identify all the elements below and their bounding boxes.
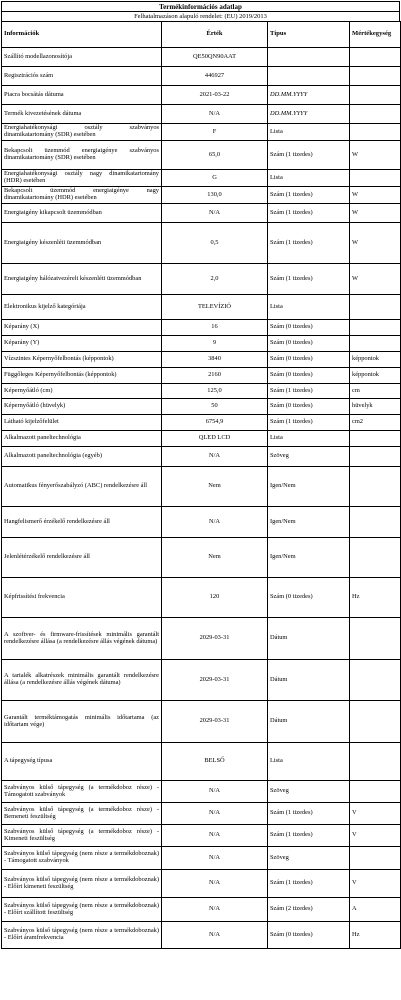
row-unit-cell: W xyxy=(350,204,401,223)
row-type-cell: Dátum xyxy=(268,660,350,701)
row-value-cell: 0,5 xyxy=(162,223,268,264)
row-info-cell: Bekapcsolt üzemmód energiaigénye szabványos dinamikatartomány (SDR) esetében xyxy=(2,141,162,170)
table-row xyxy=(2,701,401,743)
row-unit-cell: V xyxy=(350,870,401,898)
row-unit-cell xyxy=(350,295,401,320)
table-row xyxy=(2,295,401,320)
row-type-cell: Szám (0 tizedes) xyxy=(268,352,350,368)
row-unit-cell: cm2 xyxy=(350,415,401,431)
row-unit-cell xyxy=(350,701,401,743)
row-type-cell: Szám (1 tizedes) xyxy=(268,803,350,825)
table-row xyxy=(2,86,401,105)
table-row xyxy=(2,204,401,223)
table-row xyxy=(2,48,401,67)
table-row xyxy=(2,336,401,352)
row-value-cell: N/A xyxy=(162,507,268,538)
row-unit-cell xyxy=(350,86,401,105)
row-value-cell: BELSŐ xyxy=(162,743,268,781)
row-unit-cell: V xyxy=(350,803,401,825)
column-header-type: Típus xyxy=(268,22,350,48)
row-value-cell: 50 xyxy=(162,399,268,415)
table-row xyxy=(2,170,401,187)
row-value-cell: 2029-03-31 xyxy=(162,660,268,701)
row-value-cell: TELEVÍZIÓ xyxy=(162,295,268,320)
row-value-cell: N/A xyxy=(162,105,268,124)
row-value-cell: 130,0 xyxy=(162,187,268,204)
table-row xyxy=(2,507,401,538)
row-info-cell: A tartalék alkatrészek minimális garantált rendelkezésre állása (a rendelkezésre állás végének dátuma) xyxy=(2,660,162,701)
table-row xyxy=(2,447,401,467)
row-unit-cell xyxy=(350,67,401,86)
row-unit-cell: képpontok xyxy=(350,368,401,384)
table-row xyxy=(2,578,401,618)
table-row xyxy=(2,660,401,701)
row-type-cell: Lista xyxy=(268,124,350,141)
row-value-cell: 65,0 xyxy=(162,141,268,170)
row-info-cell: Hangfelismerő érzékelő rendelkezésre áll xyxy=(2,507,162,538)
table-row xyxy=(2,847,401,870)
column-header-unit: Mértékegység xyxy=(350,22,401,48)
row-unit-cell xyxy=(350,538,401,578)
sheet-subtitle: Felhatalmazáson alapuló rendelet: (EU) 2019/2013 xyxy=(1,11,400,21)
row-type-cell: Szám (1 tizedes) xyxy=(268,415,350,431)
row-value-cell: N/A xyxy=(162,447,268,467)
product-info-sheet xyxy=(1,1,400,949)
row-value-cell: N/A xyxy=(162,922,268,949)
row-info-cell: A szoftver- és firmware-frissítések minimális garantált rendelkezésre állása (a rendelkezésre állás végének dátuma) xyxy=(2,618,162,660)
row-value-cell: N/A xyxy=(162,781,268,803)
row-type-cell: Szám (1 tizedes) xyxy=(268,870,350,898)
row-value-cell: G xyxy=(162,170,268,187)
row-unit-cell xyxy=(350,336,401,352)
row-value-cell: 9 xyxy=(162,336,268,352)
table-row xyxy=(2,781,401,803)
row-info-cell: Jelenlétérzékelő rendelkezésre áll xyxy=(2,538,162,578)
row-value-cell: Nem xyxy=(162,538,268,578)
column-header-value: Érték xyxy=(162,22,268,48)
table-row xyxy=(2,141,401,170)
row-type-cell: Igen/Nem xyxy=(268,467,350,507)
column-header-info: Információk xyxy=(2,22,162,48)
row-info-cell: Szállító modellazonosítója xyxy=(2,48,162,67)
row-type-cell: DD.MM.YYYY xyxy=(268,86,350,105)
row-info-cell: Képernyőátló (cm) xyxy=(2,384,162,399)
row-type-cell: Szám (0 tizedes) xyxy=(268,368,350,384)
table-row xyxy=(2,399,401,415)
table-row xyxy=(2,223,401,264)
row-type-cell: Lista xyxy=(268,743,350,781)
table-header-row xyxy=(2,22,401,48)
row-unit-cell xyxy=(350,124,401,141)
row-type-cell: Lista xyxy=(268,295,350,320)
table-row xyxy=(2,538,401,578)
row-info-cell: Piacra bocsátás dátuma xyxy=(2,86,162,105)
table-row xyxy=(2,898,401,922)
row-type-cell: Szám (0 tizedes) xyxy=(268,922,350,949)
row-type-cell: Szám (0 tizedes) xyxy=(268,320,350,336)
row-type-cell: Lista xyxy=(268,431,350,447)
row-unit-cell: Hz xyxy=(350,922,401,949)
row-value-cell: N/A xyxy=(162,847,268,870)
table-row xyxy=(2,870,401,898)
row-info-cell: Szabványos külső tápegység (nem része a termékdoboznak) - Előírt szállított feszültség xyxy=(2,898,162,922)
row-unit-cell: hüvelyk xyxy=(350,399,401,415)
row-info-cell: A tápegység típusa xyxy=(2,743,162,781)
row-info-cell: Alkalmazott paneltechnológia (egyéb) xyxy=(2,447,162,467)
row-info-cell: Szabványos külső tápegység (a termékdoboz része) - Támogatott szabványok xyxy=(2,781,162,803)
row-type-cell: Szám (1 tizedes) xyxy=(268,384,350,399)
row-info-cell: Képfrissítési frekvencia xyxy=(2,578,162,618)
row-type-cell: Szám (1 tizedes) xyxy=(268,187,350,204)
row-value-cell: 2,0 xyxy=(162,264,268,295)
row-info-cell: Szabványos külső tápegység (nem része a termékdoboznak) - Előírt áramfrekvencia xyxy=(2,922,162,949)
row-value-cell: 125,0 xyxy=(162,384,268,399)
row-info-cell: Vízszintes Képernyőfelbontás (képpontok) xyxy=(2,352,162,368)
row-type-cell: Szám (0 tizedes) xyxy=(268,399,350,415)
row-value-cell: 2029-03-31 xyxy=(162,701,268,743)
row-type-cell: Szöveg xyxy=(268,847,350,870)
row-unit-cell: W xyxy=(350,141,401,170)
row-value-cell: 2029-03-31 xyxy=(162,618,268,660)
table-row xyxy=(2,467,401,507)
row-info-cell: Energiaigény hálózatvezérelt készenléti üzemmódban xyxy=(2,264,162,295)
row-unit-cell xyxy=(350,48,401,67)
row-type-cell: Szám (1 tizedes) xyxy=(268,825,350,847)
table-row xyxy=(2,618,401,660)
row-info-cell: Termék kivezetésének dátuma xyxy=(2,105,162,124)
row-info-cell: Szabványos külső tápegység (nem része a termékdoboznak) - Támogatott szabványok xyxy=(2,847,162,870)
row-info-cell: Automatikus fényerőszabályzó (ABC) rendelkezésre áll xyxy=(2,467,162,507)
row-type-cell: Szöveg xyxy=(268,781,350,803)
row-value-cell: N/A xyxy=(162,803,268,825)
row-value-cell: F xyxy=(162,124,268,141)
row-unit-cell xyxy=(350,105,401,124)
row-type-cell: Szám (0 tizedes) xyxy=(268,336,350,352)
table-row xyxy=(2,368,401,384)
row-unit-cell: W xyxy=(350,187,401,204)
row-unit-cell: cm xyxy=(350,384,401,399)
row-type-cell: Igen/Nem xyxy=(268,507,350,538)
row-info-cell: Energiahatékonysági osztály szabványos dinamikatartomány (SDR) esetében xyxy=(2,124,162,141)
row-type-cell: Dátum xyxy=(268,701,350,743)
table-row xyxy=(2,320,401,336)
row-unit-cell xyxy=(350,847,401,870)
row-value-cell: QLED LCD xyxy=(162,431,268,447)
row-info-cell: Elektronikus kijelző kategóriája xyxy=(2,295,162,320)
table-row xyxy=(2,105,401,124)
row-type-cell: Dátum xyxy=(268,618,350,660)
row-info-cell: Garantált terméktámogatás minimális időtartama (az időtartam vége) xyxy=(2,701,162,743)
row-value-cell: QE50QN90AAT xyxy=(162,48,268,67)
row-value-cell: N/A xyxy=(162,870,268,898)
row-type-cell: Szám (1 tizedes) xyxy=(268,264,350,295)
row-type-cell: Lista xyxy=(268,170,350,187)
row-info-cell: Képernyőátló (hüvelyk) xyxy=(2,399,162,415)
row-value-cell: 446927 xyxy=(162,67,268,86)
row-type-cell xyxy=(268,67,350,86)
table-row xyxy=(2,384,401,399)
row-value-cell: Nem xyxy=(162,467,268,507)
row-unit-cell xyxy=(350,170,401,187)
row-info-cell: Energiaigény készenléti üzemmódban xyxy=(2,223,162,264)
row-info-cell: Alkalmazott paneltechnológia xyxy=(2,431,162,447)
row-type-cell: Szám (1 tizedes) xyxy=(268,223,350,264)
row-value-cell: 120 xyxy=(162,578,268,618)
table-body xyxy=(2,48,401,949)
sheet-title: Termékinformációs adatlap xyxy=(1,1,400,11)
row-info-cell: Bekapcsolt üzemmód energiaigénye nagy dinamikatartomány (HDR) esetében xyxy=(2,187,162,204)
table-row xyxy=(2,803,401,825)
table-row xyxy=(2,415,401,431)
row-info-cell: Függőleges Képernyőfelbontás (képpontok) xyxy=(2,368,162,384)
row-unit-cell: V xyxy=(350,825,401,847)
table-row xyxy=(2,187,401,204)
row-value-cell: 16 xyxy=(162,320,268,336)
row-info-cell: Látható kijelzőfelület xyxy=(2,415,162,431)
table-row xyxy=(2,825,401,847)
row-value-cell: 3840 xyxy=(162,352,268,368)
row-value-cell: N/A xyxy=(162,204,268,223)
row-type-cell: Szöveg xyxy=(268,447,350,467)
row-unit-cell xyxy=(350,781,401,803)
row-unit-cell xyxy=(350,467,401,507)
row-unit-cell xyxy=(350,447,401,467)
table-row xyxy=(2,67,401,86)
row-unit-cell xyxy=(350,320,401,336)
row-unit-cell xyxy=(350,618,401,660)
row-info-cell: Képarány (Y) xyxy=(2,336,162,352)
row-type-cell: Szám (0 tizedes) xyxy=(268,578,350,618)
table-row xyxy=(2,124,401,141)
row-info-cell: Regisztrációs szám xyxy=(2,67,162,86)
row-value-cell: 2021-03-22 xyxy=(162,86,268,105)
row-type-cell: Igen/Nem xyxy=(268,538,350,578)
row-value-cell: N/A xyxy=(162,825,268,847)
row-info-cell: Képarány (X) xyxy=(2,320,162,336)
table-row xyxy=(2,352,401,368)
row-info-cell: Energiahatékonysági osztály nagy dinamikatartomány (HDR) esetében xyxy=(2,170,162,187)
row-unit-cell: W xyxy=(350,264,401,295)
table-row xyxy=(2,922,401,949)
row-type-cell: Szám (1 tizedes) xyxy=(268,141,350,170)
row-value-cell: 6754,9 xyxy=(162,415,268,431)
row-unit-cell xyxy=(350,507,401,538)
row-type-cell: Szám (2 tizedes) xyxy=(268,898,350,922)
row-info-cell: Energiaigény kikapcsolt üzemmódban xyxy=(2,204,162,223)
row-unit-cell: A xyxy=(350,898,401,922)
table-row xyxy=(2,264,401,295)
row-unit-cell: W xyxy=(350,223,401,264)
row-unit-cell xyxy=(350,660,401,701)
row-value-cell: 2160 xyxy=(162,368,268,384)
row-unit-cell: képpontok xyxy=(350,352,401,368)
row-unit-cell: Hz xyxy=(350,578,401,618)
table-row xyxy=(2,431,401,447)
row-info-cell: Szabványos külső tápegység (a termékdoboz része) - Bemeneti feszültség xyxy=(2,803,162,825)
row-info-cell: Szabványos külső tápegység (nem része a termékdoboznak) - Előírt kimeneti feszültség xyxy=(2,870,162,898)
row-unit-cell xyxy=(350,743,401,781)
row-info-cell: Szabványos külső tápegység (a termékdoboz része) - Kimeneti feszültség xyxy=(2,825,162,847)
row-type-cell xyxy=(268,48,350,67)
table-row xyxy=(2,743,401,781)
row-unit-cell xyxy=(350,431,401,447)
row-value-cell: N/A xyxy=(162,898,268,922)
product-info-table xyxy=(1,21,401,949)
row-type-cell: DD.MM.YYYY xyxy=(268,105,350,124)
row-type-cell: Szám (1 tizedes) xyxy=(268,204,350,223)
